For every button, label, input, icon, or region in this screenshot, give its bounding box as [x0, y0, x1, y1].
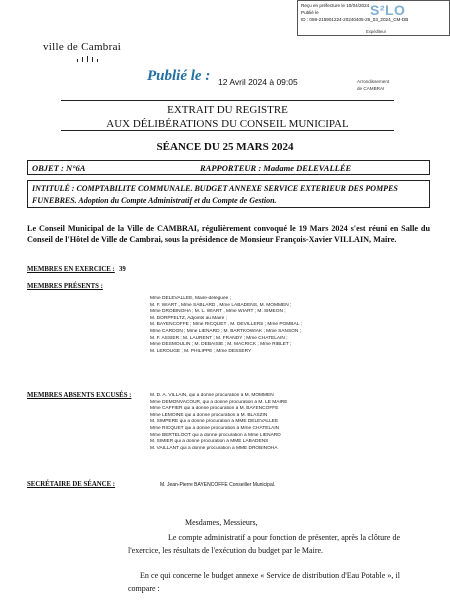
member-line: Mme DESMOULIN ; M. DEBAISIE ; M. MACRICK ; Mme RIBLET ;	[150, 342, 292, 348]
published-date: 12 Avril 2024 à 09:05	[218, 77, 298, 87]
city-logo-text: ville de Cambrai	[43, 41, 122, 53]
member-line: M. LEROUGE ; M. PHILIPPE ; Mme DESSERY	[150, 348, 252, 354]
intitule-box: INTITULÉ : COMPTABILITE COMMUNALE. BUDGET ANNEXE SERVICE EXTERIEUR DES POMPES FUNEBRES. Adoption du Compte Administratif et du Compte de Gestion.	[27, 180, 430, 208]
member-line: Mme DEMONVACOUR, qui a donné procuration à M. LE MAIRE	[150, 399, 288, 405]
salutation: Mesdames, Messieurs,	[185, 518, 258, 527]
member-line: Mme BERTELOOT qui a donné procuration à Mme LIENARD	[150, 432, 281, 438]
secretary-label: SECRÉTAIRE DE SÉANCE :	[27, 481, 116, 488]
member-line: M. SIMPERE qui a donné procuration à MME DELEVALLEE	[150, 419, 279, 425]
member-line: Mme DELEVALLÉE, Maire-déléguée ;	[150, 296, 231, 301]
session-date: SÉANCE DU 25 MARS 2024	[156, 141, 294, 153]
member-line: Mme LEMOINE qui a donné procuration à M. BLASZIN	[150, 412, 268, 418]
stamp-id: ID : 059-215901224-20240405-25_03_2024_CM-DB	[301, 17, 409, 22]
member-line: M. VAILLANT qui a donné procuration à MME DROBINOHA	[150, 445, 278, 451]
members-in-office-label: MEMBRES EN EXERCICE :	[27, 266, 115, 273]
body-paragraph-2: En ce qui concerne le budget annexe « Service de distribution d'Eau Potable », il compare :	[128, 571, 400, 593]
objet-number: OBJET : N°6A	[32, 163, 86, 173]
title-line2: AUX DÉLIBÉRATIONS DU CONSEIL MUNICIPAL	[106, 118, 349, 130]
member-line: Mme CARDON ; Mme LIENARD ; M. BARTKOWIAK ; Mme SANSON ;	[150, 328, 302, 334]
members-present-label: MEMBRES PRÉSENTS :	[27, 283, 103, 290]
stamp-published: Publié le	[301, 10, 319, 15]
member-line: M. D. A. VILLAIN, qui a donné procuration à M. MOMMEN	[150, 393, 274, 398]
members-absent-label: MEMBRES ABSENTS EXCUSÉS :	[27, 392, 132, 399]
rapporteur: RAPPORTEUR : Madame DELEVALLÉE	[200, 163, 352, 173]
members-absent-list	[150, 393, 420, 452]
document-title	[61, 100, 394, 131]
arrondissement	[357, 78, 389, 92]
intro-paragraph: Le Conseil Municipal de la Ville de CAMBRAI, régulièrement convoqué le 19 Mars 2024 s'est réuni en Salle du Conseil de l'Hôtel de Ville de Cambrai, sous la présidence de Monsieur François-Xavier VILLAIN, Maire.	[27, 224, 430, 244]
member-line: M. BAYENCOFFE ; Mme RICQUET , M. DEVILLERS ; Mme POMBAL ;	[150, 322, 302, 328]
arrondissement-line2: de CAMBRAI	[357, 86, 385, 91]
member-line: Mme CAFFIER qui a donné procuration à M. BAYENCOFFE	[150, 406, 279, 412]
members-in-office-count: 39	[119, 266, 126, 273]
member-line: M. DORPFELTZ, Adjoints au Maire ;	[150, 315, 227, 321]
member-line: M. SIMIER qui a donné procuration à MME LABADENS	[150, 439, 269, 445]
title-line1: EXTRAIT DU REGISTRE	[167, 104, 288, 116]
stamp-sender: Expéditeur	[366, 29, 387, 34]
member-line: M. F. ASSIER ; M. LAURENT ; M. FRANDY ; Mme CHATELAIN ;	[150, 335, 288, 341]
stamp-received: Reçu en préfecture le 10/04/2024	[301, 3, 370, 8]
objet-box	[27, 160, 430, 175]
secretary-name: M. Jean-Pierre BAYENCOFFE Conseiller Municipal.	[160, 482, 276, 488]
member-line: Mme RICQUET qui a donné procuration à Mme CHATELAIN	[150, 425, 280, 431]
members-present-list	[150, 296, 420, 355]
city-logo-icon	[73, 56, 109, 62]
member-line: M. F. WIART , Mme SABLARD , Mme LABADENS, M. MOMMEN ;	[150, 302, 292, 308]
member-line: Mme DROBINOHA ; M. L. WIART , Mme WIART ; M. SIMÉON ;	[150, 309, 286, 315]
body-paragraph-1: Le compte administratif a pour fonction de présenter, après la clôture de l'exercice, les résultats de l'exécution du budget par le Maire.	[128, 533, 400, 555]
arrondissement-line1: Arrondissement	[357, 79, 390, 84]
published-label: Publié le :	[147, 68, 211, 84]
slo-logo: S²LO	[370, 2, 406, 18]
